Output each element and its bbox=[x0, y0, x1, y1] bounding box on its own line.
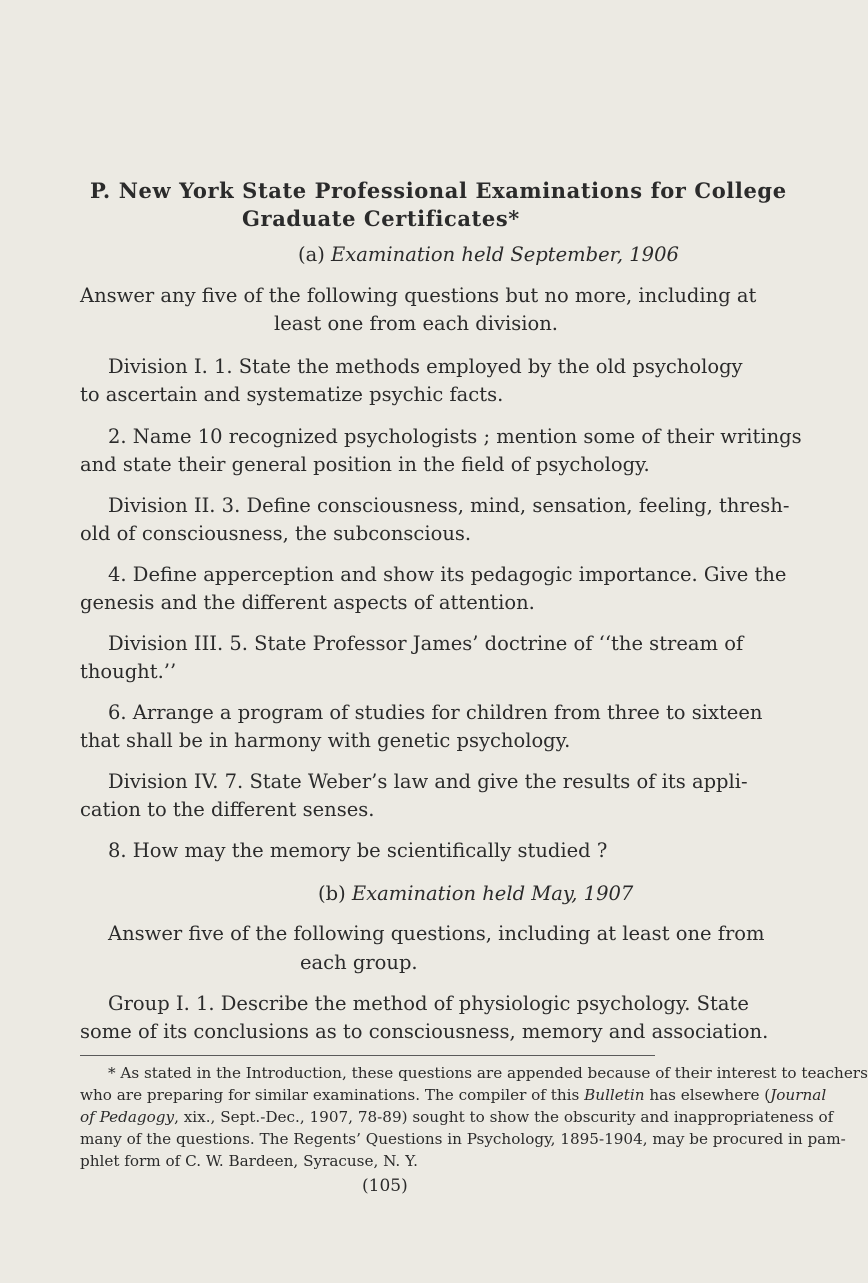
question-5-line-1: Division III. 5. State Professor James’ doctrine of ‘‘the stream of bbox=[108, 632, 744, 655]
page-number: (105) bbox=[362, 1176, 408, 1196]
heading-line-2: Graduate Certificates* bbox=[242, 206, 520, 231]
question-5-line-2: thought.’’ bbox=[80, 660, 177, 683]
section-a-label: (a) bbox=[298, 243, 325, 266]
question-6-line-1: 6. Arrange a program of studies for children from three to sixteen bbox=[108, 701, 763, 724]
footnote-line-1: * As stated in the Introduction, these questions are appended because of their interest to teachers bbox=[108, 1064, 868, 1082]
question-7-line-2: cation to the different senses. bbox=[80, 798, 375, 821]
heading-line-1: P. New York State Professional Examinations for College bbox=[90, 178, 787, 203]
question-6-line-2: that shall be in harmony with genetic psychology. bbox=[80, 729, 571, 752]
section-b-title: Examination held May, 1907 bbox=[351, 882, 634, 905]
section-b-heading bbox=[318, 882, 633, 905]
question-2-line-1: 2. Name 10 recognized psychologists ; mention some of their writings bbox=[108, 425, 802, 448]
section-a-instructions-2: least one from each division. bbox=[274, 312, 559, 335]
question-7-line-1: Division IV. 7. State Weber’s law and give the results of its appli- bbox=[108, 770, 748, 793]
footnote-line-5: phlet form of C. W. Bardeen, Syracuse, N. Y. bbox=[80, 1152, 418, 1170]
section-b-label: (b) bbox=[318, 882, 346, 905]
section-b-instructions-1: Answer five of the following questions, including at least one from bbox=[108, 922, 765, 945]
question-8: 8. How may the memory be scientifically studied ? bbox=[108, 839, 608, 862]
footnote-divider bbox=[80, 1055, 655, 1056]
question-4-line-2: genesis and the different aspects of attention. bbox=[80, 591, 535, 614]
group-1-question-line-2: some of its conclusions as to consciousness, memory and association. bbox=[80, 1020, 769, 1043]
question-1-line-1: Division I. 1. State the methods employed by the old psychology bbox=[108, 355, 743, 378]
question-3-line-2: old of consciousness, the subconscious. bbox=[80, 522, 472, 545]
footnote-line-3: of Pedagogy, xix., Sept.-Dec., 1907, 78-89) sought to show the obscurity and inappropriateness of bbox=[80, 1108, 834, 1126]
group-1-question-line-1: Group I. 1. Describe the method of physiologic psychology. State bbox=[108, 992, 749, 1015]
section-a-heading bbox=[298, 243, 679, 266]
question-1-line-2: to ascertain and systematize psychic facts. bbox=[80, 383, 504, 406]
footnote-line-2: who are preparing for similar examinations. The compiler of this Bulletin has elsewhere (Journal bbox=[80, 1086, 827, 1104]
section-b-instructions-2: each group. bbox=[300, 951, 418, 974]
question-2-line-2: and state their general position in the field of psychology. bbox=[80, 453, 650, 476]
section-a-title: Examination held September, 1906 bbox=[331, 243, 679, 266]
question-4-line-1: 4. Define apperception and show its pedagogic importance. Give the bbox=[108, 563, 787, 586]
footnote-line-4: many of the questions. The Regents’ Questions in Psychology, 1895-1904, may be procured in pam- bbox=[80, 1130, 846, 1148]
section-a-instructions-1: Answer any five of the following questions but no more, including at bbox=[80, 284, 757, 307]
question-3-line-1: Division II. 3. Define consciousness, mind, sensation, feeling, thresh- bbox=[108, 494, 790, 517]
